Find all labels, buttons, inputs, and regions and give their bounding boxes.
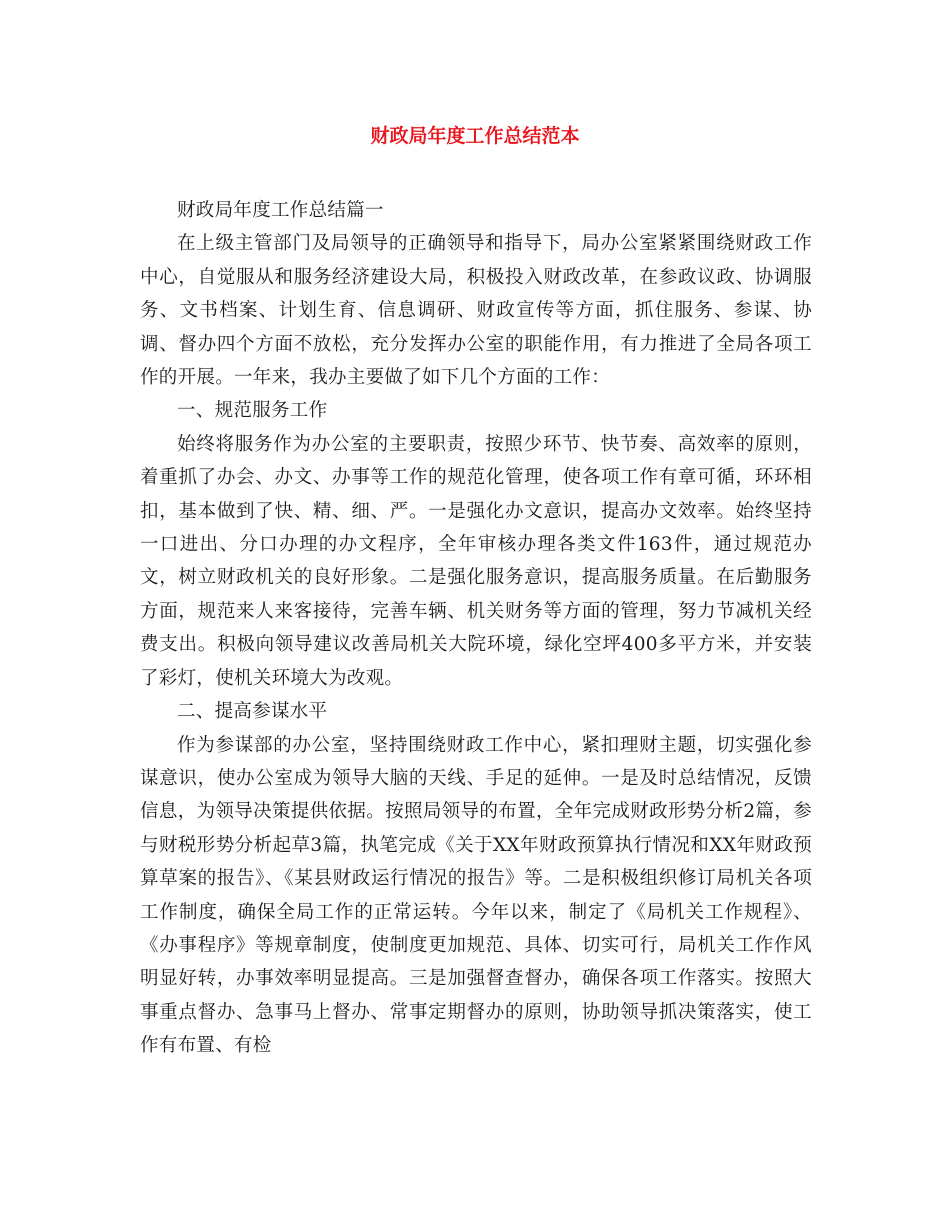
paragraph: 在上级主管部门及局领导的正确领导和指导下，局办公室紧紧围绕财政工作中心，自觉服从和服务经济建设大局，积极投入财政改革，在参政议政、协调服务、文书档案、计划生育、信息调研、财政宣传等方面，抓住服务、参谋、协调、督办四个方面不放松，充分发挥办公室的职能作用，有力推进了全局各项工作的开展。一年来，我办主要做了如下几个方面的工作： — [140, 233, 812, 389]
document-body — [140, 194, 812, 1063]
section-heading: 二、提高参谋水平 — [177, 701, 328, 723]
paragraph: 作为参谋部的办公室，坚持围绕财政工作中心，紧扣理财主题，切实强化参谋意识，使办公室成为领导大脑的天线、手足的延伸。一是及时总结情况，反馈信息，为领导决策提供依据。按照局领导的布置，全年完成财政形势分析2篇，参与财税形势分析起草3篇，执笔完成《关于XX年财政预算执行情况和XX年财政预算草案的报告》、《某县财政运行情况的报告》等。二是积极组织修订局机关各项工作制度，确保全局工作的正常运转。今年以来，制定了《局机关工作规程》、《办事程序》等规章制度，使制度更加规范、具体、切实可行，局机关工作作风明显好转，办事效率明显提高。三是加强督查督办，确保各项工作落实。按照大事重点督办、急事马上督办、常事定期督办的原则，协助领导抓决策落实，使工作有布置、有检 — [140, 734, 812, 1057]
document-title: 财政局年度工作总结范本 — [370, 125, 580, 147]
paragraph: 始终将服务作为办公室的主要职责，按照少环节、快节奏、高效率的原则，着重抓了办会、办文、办事等工作的规范化管理，使各项工作有章可循，环环相扣，基本做到了快、精、细、严。一是强化办文意识，提高办文效率。始终坚持一口进出、分口办理的办文程序，全年审核办理各类文件163件，通过规范办文，树立财政机关的良好形象。二是强化服务意识，提高服务质量。在后勤服务方面，规范来人来客接待，完善车辆、机关财务等方面的管理，努力节减机关经费支出。积极向领导建议改善局机关大院环境，绿化空坪400多平方米，并安装了彩灯，使机关环境大为改观。 — [140, 433, 812, 689]
section-heading: 一、规范服务工作 — [177, 400, 328, 422]
section-heading: 财政局年度工作总结篇一 — [177, 200, 384, 221]
